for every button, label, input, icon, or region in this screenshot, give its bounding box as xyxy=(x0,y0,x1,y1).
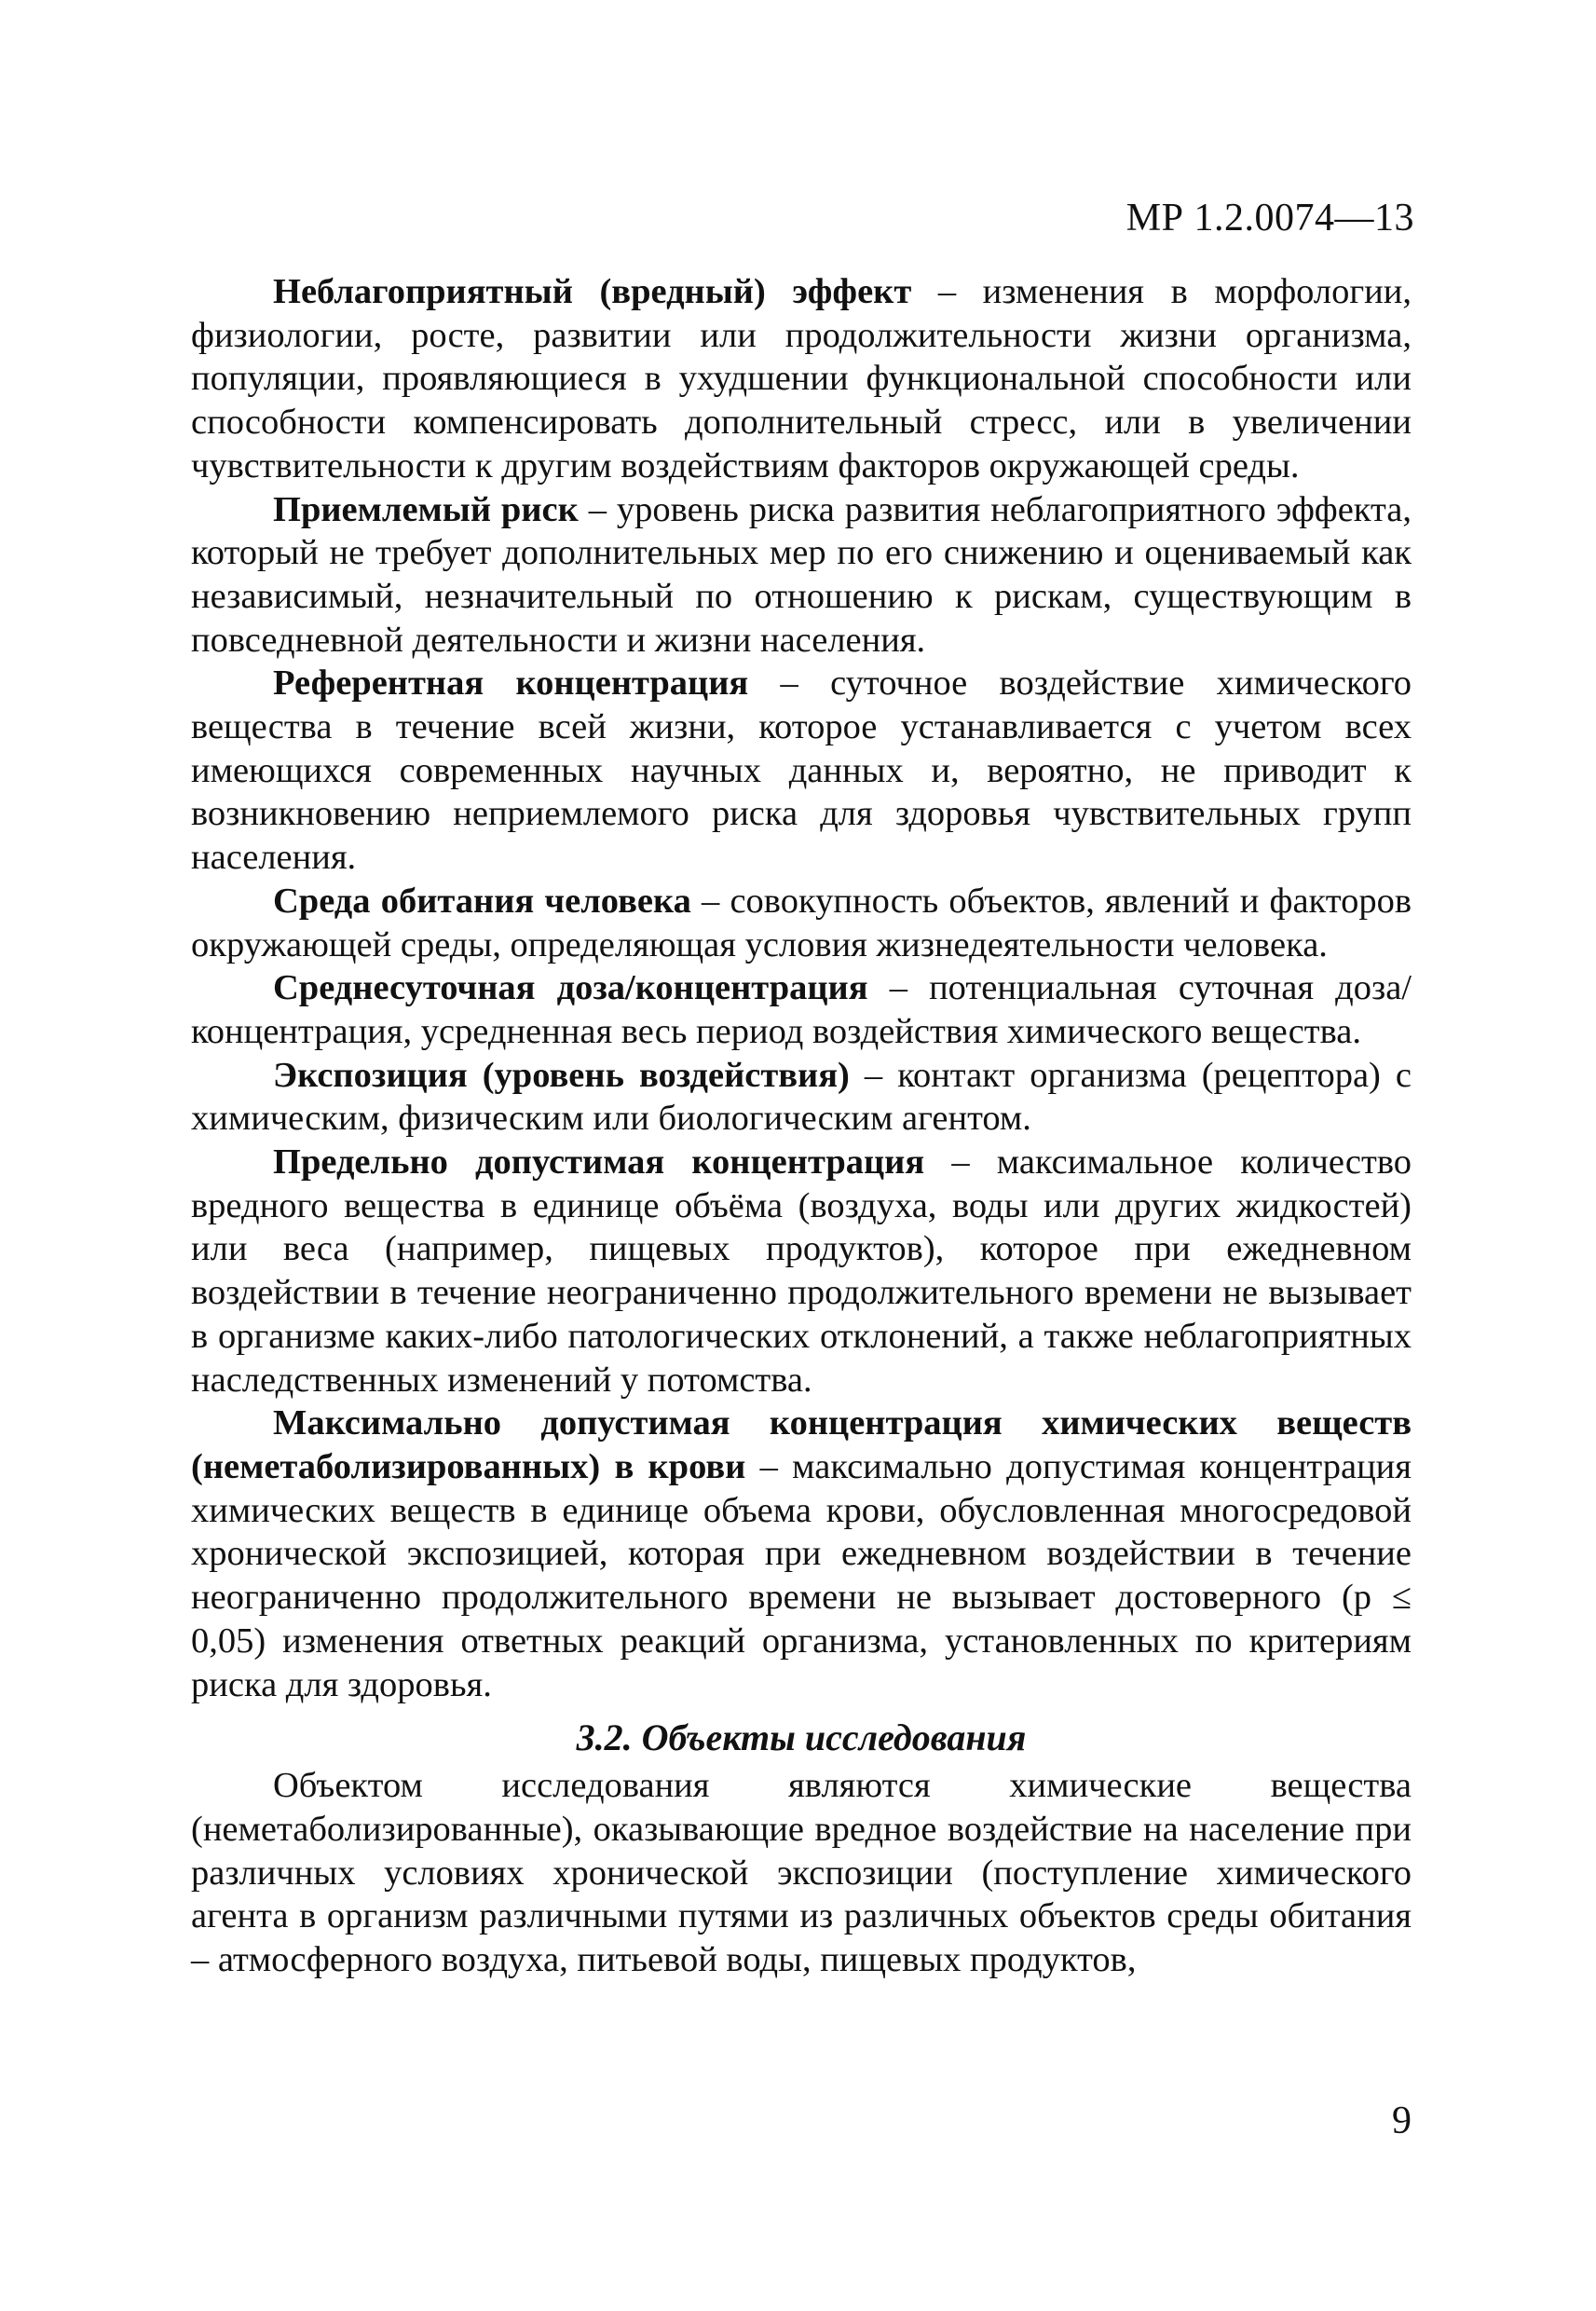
section-title: 3.2. Объекты исследования xyxy=(576,1716,1027,1759)
definition-paragraph xyxy=(191,966,1412,1053)
definition-text: – контакт организма (рецептора) с химическим, физическим или биологическим агентом. xyxy=(191,1055,1412,1139)
definition-text: – потенциальная суточная доза/концентрация, усредненная весь период воздействия химического вещества. xyxy=(191,968,1412,1051)
definition-text: – максимально допустимая концентрация химических веществ в единице объема крови, обусловленная многосредовой хронической экспозицией, которая при ежедневном воздействии в течение неограниченно продолжительного времени не вызывает достоверного (p ≤ 0,05) изменения ответных реакций организма, установленных по критериям риска для здоровья. xyxy=(191,1446,1412,1704)
definition-term: Среда обитания человека xyxy=(273,881,691,921)
definition-term: Экспозиция (уровень воздействия) xyxy=(273,1055,850,1095)
definition-term: Референтная концентрация xyxy=(273,663,749,704)
page-number: 9 xyxy=(1392,2099,1412,2142)
definition-paragraph xyxy=(191,270,1412,488)
definition-text: – изменения в морфологии, физиологии, росте, развитии или продолжительности жизни организма, популяции, проявляющиеся в ухудшении функциональной способности или способности компенсировать дополнительный стресс, или в увеличении чувствительности к другим воздействиям факторов окружающей среды. xyxy=(191,272,1412,485)
definition-text: – совокупность объектов, явлений и факторов окружающей среды, определяющая условия жизнедеятельности человека. xyxy=(191,881,1412,964)
definition-text: – суточное воздействие химического вещества в течение всей жизни, которое устанавливается с учетом всех имеющихся современных научных данных и, вероятно, не приводит к возникновению неприемлемого риска для здоровья чувствительных групп населения. xyxy=(191,663,1412,878)
definition-paragraph xyxy=(191,662,1412,880)
definition-term: Максимально допустимая концентрация химических веществ (неметаболизированных) в крови xyxy=(191,1403,1412,1486)
definition-paragraph xyxy=(191,1402,1412,1706)
section-paragraph: Объектом исследования являются химические вещества (неметаболизированные), оказывающие вредное воздействие на население при различных условиях хронической экспозиции (поступление химического агента в организм различными путями из различных объектов среды обитания – атмосферного воздуха, питьевой воды, пищевых продуктов, xyxy=(191,1766,1412,1980)
definition-paragraph xyxy=(191,488,1412,663)
definition-text: – максимальное количество вредного вещества в единице объёма (воздуха, воды или других жидкостей) или веса (например, пищевых продуктов), которое при ежедневном воздействии в течение неограниченно продолжительного времени не вызывает в организме каких-либо патологических отклонений, а также неблагоприятных наследственных изменений у потомства. xyxy=(191,1142,1412,1400)
document-code: МР 1.2.0074—13 xyxy=(1125,197,1414,239)
text-block xyxy=(191,270,1412,1982)
definition-term: Приемлемый риск xyxy=(273,489,579,529)
definition-term: Неблагоприятный (вредный) эффект xyxy=(273,272,912,311)
definition-term: Среднесуточная доза/концентрация xyxy=(273,968,868,1008)
definition-paragraph xyxy=(191,1054,1412,1141)
definition-text: – уровень риска развития неблагоприятного эффекта, который не требует дополнительных мер по его снижению и оцениваемый как независимый, незначительный по отношению к рискам, существующим в повседневной деятельности и жизни населения. xyxy=(191,489,1412,660)
definition-paragraph xyxy=(191,880,1412,966)
definition-paragraph xyxy=(191,1141,1412,1402)
definition-term: Предельно допустимая концентрация xyxy=(273,1142,925,1183)
